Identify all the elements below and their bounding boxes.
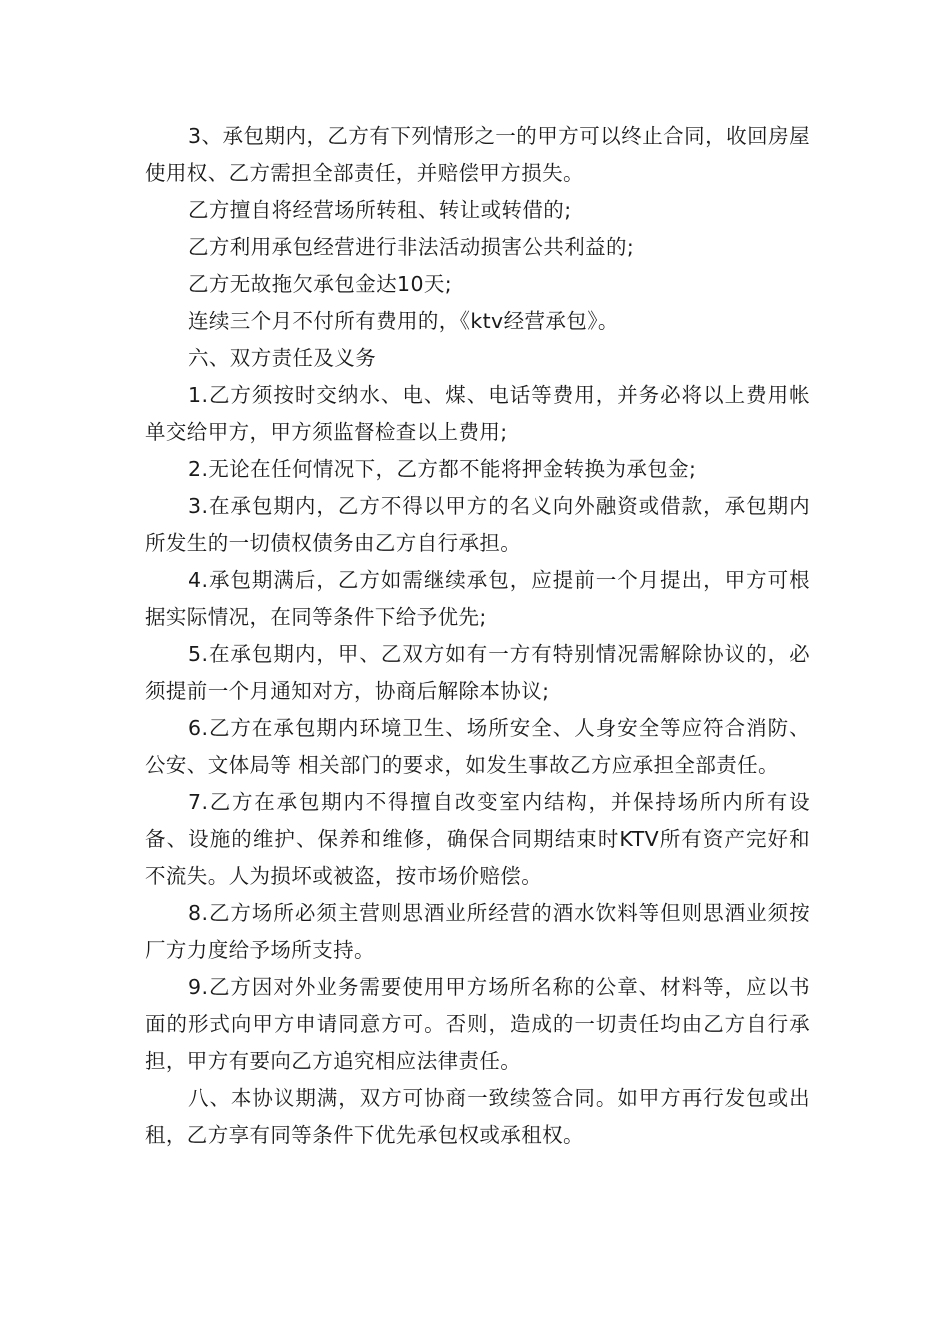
paragraph-item-7: 7.乙方在承包期内不得擅自改变室内结构，并保持场所内所有设备、设施的维护、保养和维修，确保合同期结束时KTV所有资产完好和不流失。人为损坏或被盗，按市场价赔偿。 [145,790,810,888]
document-body [145,118,810,1154]
paragraph-section-eight: 八、本协议期满，双方可协商一致续签合同。如甲方再行发包或出租，乙方享有同等条件下优先承包权或承租权。 [145,1086,810,1147]
paragraph-item-5: 5.在承包期内，甲、乙双方如有一方有特别情况需解除协议的，必须提前一个月通知对方，协商后解除本协议; [145,642,810,703]
paragraph-arrears-condition: 乙方无故拖欠承包金达10天; [188,272,453,296]
paragraph-item-2: 2.无论在任何情况下，乙方都不能将押金转换为承包金; [188,457,697,481]
paragraph-item-3: 3.在承包期内，乙方不得以甲方的名义向外融资或借款，承包期内所发生的一切债权债务由乙方自行承担。 [145,494,810,555]
paragraph-unpaid-fees-condition: 连续三个月不付所有费用的，《ktv经营承包》。 [188,309,619,333]
paragraph-sublet-condition: 乙方擅自将经营场所转租、转让或转借的; [188,198,572,222]
paragraph-item-9: 9.乙方因对外业务需要使用甲方场所名称的公章、材料等，应以书面的形式向甲方申请同意方可。否则，造成的一切责任均由乙方自行承担，甲方有要向乙方追究相应法律责任。 [145,975,810,1073]
paragraph-item-4: 4.承包期满后，乙方如需继续承包，应提前一个月提出，甲方可根据实际情况，在同等条件下给予优先; [145,568,810,629]
section-heading-responsibilities: 六、双方责任及义务 [188,346,377,370]
paragraph-termination-clause: 3、承包期内，乙方有下列情形之一的甲方可以终止合同，收回房屋使用权、乙方需担全部责任，并赔偿甲方损失。 [145,124,810,185]
paragraph-item-8: 8.乙方场所必须主营则思酒业所经营的酒水饮料等但则思酒业须按厂方力度给予场所支持。 [145,901,810,962]
paragraph-item-6: 6.乙方在承包期内环境卫生、场所安全、人身安全等应符合消防、公安、文体局等 相关部门的要求，如发生事故乙方应承担全部责任。 [145,716,810,777]
paragraph-item-1: 1.乙方须按时交纳水、电、煤、电话等费用，并务必将以上费用帐单交给甲方，甲方须监督检查以上费用; [145,383,810,444]
paragraph-illegal-activity-condition: 乙方利用承包经营进行非法活动损害公共利益的; [188,235,635,259]
